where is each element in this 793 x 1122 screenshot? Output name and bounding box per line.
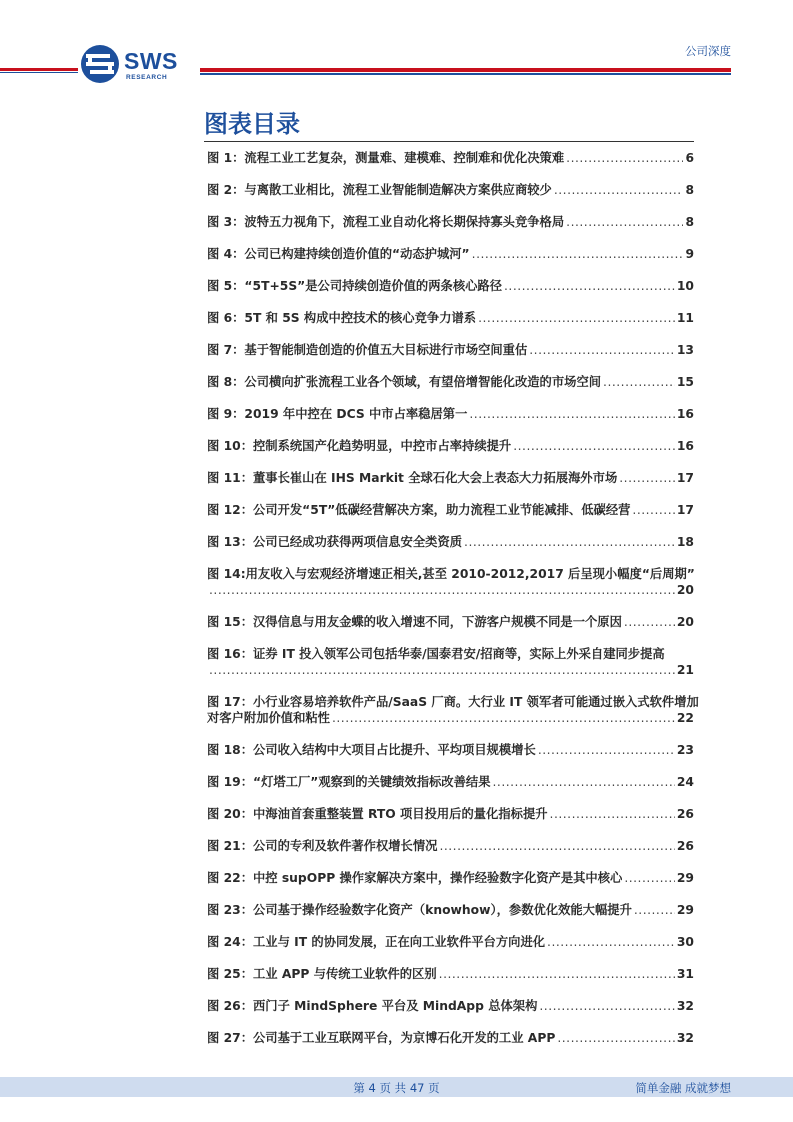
toc-dot-leader: [439, 966, 675, 982]
toc-dot-leader: [566, 214, 683, 230]
sws-logo: [80, 44, 190, 84]
toc-entry[interactable]: [207, 150, 694, 166]
toc-entry-line: [207, 374, 694, 390]
toc-entry-title: 图 6：5T 和 5S 构成中控技术的核心竞争力谱系: [207, 311, 477, 325]
toc-page-number: 20: [676, 615, 694, 629]
toc-entry-line: [207, 902, 694, 918]
toc-entry-line: [207, 838, 694, 854]
toc-entry[interactable]: [207, 438, 694, 454]
toc-page-number: 29: [676, 871, 694, 885]
toc-page-number: 32: [676, 1031, 694, 1045]
toc-entry[interactable]: [207, 934, 694, 950]
toc-entry-line: [207, 870, 694, 886]
toc-entry-title: 图 27：公司基于工业互联网平台，为京博石化开发的工业 APP: [207, 1031, 556, 1045]
toc-entry[interactable]: [207, 566, 694, 598]
toc-entry[interactable]: [207, 470, 694, 486]
toc-page-number: 13: [676, 343, 694, 357]
toc-page-number: 26: [676, 839, 694, 853]
toc-entry[interactable]: [207, 806, 694, 822]
logo-subtext: RESEARCH: [126, 74, 168, 81]
toc-entry-line: [207, 662, 694, 678]
toc-entry[interactable]: [207, 182, 694, 198]
toc-entry-title: 图 19：“灯塔工厂”观察到的关键绩效指标改善结果: [207, 775, 491, 789]
toc-page-number: 17: [676, 471, 694, 485]
toc-entry[interactable]: [207, 534, 694, 550]
toc-entry-title: 对客户附加价值和粘性: [207, 711, 330, 725]
toc-dot-leader: [209, 662, 675, 678]
toc-dot-leader: [557, 1030, 675, 1046]
toc-entry-line: [207, 278, 694, 294]
footer-slogan: 简单金融 成就梦想: [635, 1081, 731, 1095]
toc-entry-title: 图 10：控制系统国产化趋势明显，中控市占率持续提升: [207, 439, 512, 453]
toc-entry-line: [207, 150, 694, 166]
toc-entry-title: 图 9：2019 年中控在 DCS 中市占率稳居第一: [207, 407, 468, 421]
toc-entry[interactable]: [207, 742, 694, 758]
toc-entry-title: 图 4：公司已构建持续创造价值的“动态护城河”: [207, 247, 470, 261]
toc-dot-leader: [539, 998, 674, 1014]
toc-page-number: 6: [685, 151, 694, 165]
toc-entry[interactable]: [207, 374, 694, 390]
toc-entry-line: [207, 470, 694, 486]
toc-page-number: 31: [676, 967, 694, 981]
toc-entry-line: [207, 614, 694, 630]
toc-dot-leader: [504, 278, 675, 294]
toc-dot-leader: [464, 534, 675, 550]
toc-dot-leader: [478, 310, 675, 326]
toc-page-number: 8: [685, 215, 694, 229]
toc-entry-title: 图 15：汉得信息与用友金蝶的收入增速不同，下游客户规模不同是一个原因: [207, 615, 622, 629]
logo-wordmark: SWS: [124, 48, 178, 74]
toc-entry[interactable]: [207, 902, 694, 918]
toc-entry[interactable]: [207, 310, 694, 326]
toc-entry-line: [207, 646, 694, 662]
toc-entry[interactable]: [207, 646, 694, 678]
toc-entry[interactable]: [207, 694, 699, 726]
toc-page-number: 16: [676, 439, 694, 453]
toc-page-number: 17: [676, 503, 694, 517]
toc-dot-leader: [472, 246, 684, 262]
header-rule-blue-left: [0, 72, 78, 73]
toc-dot-leader: [566, 150, 683, 166]
section-title: 图表目录: [204, 110, 300, 138]
toc-entry-line: [207, 534, 694, 550]
toc-entry-line: [207, 1030, 694, 1046]
toc-entry-line: [207, 310, 694, 326]
toc-entry-line: [207, 566, 694, 582]
toc-entry-title: 图 26：西门子 MindSphere 平台及 MindApp 总体架构: [207, 999, 538, 1013]
toc-entry-title: 图 21：公司的专利及软件著作权增长情况: [207, 839, 438, 853]
toc-entry-title: 图 1：流程工业工艺复杂，测量难、建模难、控制难和优化决策难: [207, 151, 565, 165]
toc-page-number: 32: [676, 999, 694, 1013]
toc-entry[interactable]: [207, 966, 694, 982]
toc-dot-leader: [624, 614, 675, 630]
toc-entry-title: 图 7：基于智能制造创造的价值五大目标进行市场空间重估: [207, 343, 528, 357]
toc-entry-line: [207, 742, 694, 758]
toc-dot-leader: [493, 774, 675, 790]
toc-entry-line: [207, 934, 694, 950]
toc-dot-leader: [554, 182, 684, 198]
toc-entry-line: [207, 710, 694, 726]
toc-entry-title: 图 14:用友收入与宏观经济增速正相关,甚至 2010-2012,2017 后呈现小幅度“后周期”: [207, 567, 695, 581]
toc-entry-title: 图 3：波特五力视角下，流程工业自动化将长期保持寡头竞争格局: [207, 215, 565, 229]
toc-entry-title: 图 5：“5T+5S”是公司持续创造价值的两条核心路径: [207, 279, 503, 293]
toc-page-number: 16: [676, 407, 694, 421]
toc-entry[interactable]: [207, 1030, 694, 1046]
toc-entry-line: [207, 806, 694, 822]
toc-entry[interactable]: [207, 342, 694, 358]
toc-page-number: 9: [685, 247, 694, 261]
toc-entry-line: [207, 438, 694, 454]
toc-entry-title: 图 20：中海油首套重整装置 RTO 项目投用后的量化指标提升: [207, 807, 548, 821]
toc-entry[interactable]: [207, 838, 694, 854]
toc-page-number: 11: [676, 311, 694, 325]
toc-page-number: 20: [676, 583, 694, 597]
toc-dot-leader: [632, 502, 674, 518]
toc-entry-line: [207, 502, 694, 518]
toc-dot-leader: [439, 838, 674, 854]
toc-entry[interactable]: [207, 614, 694, 630]
toc-dot-leader: [603, 374, 675, 390]
toc-entry[interactable]: [207, 406, 694, 422]
toc-entry[interactable]: [207, 774, 694, 790]
toc-entry-title: 图 17：小行业容易培养软件产品/SaaS 厂商。大行业 IT 领军者可能通过嵌入式软件增加: [207, 695, 699, 709]
toc-entry-line: [207, 182, 694, 198]
toc-dot-leader: [624, 870, 675, 886]
toc-page-number: 10: [676, 279, 694, 293]
toc-page-number: 30: [676, 935, 694, 949]
table-of-figures: [207, 150, 699, 1062]
toc-page-number: 26: [676, 807, 694, 821]
toc-dot-leader: [513, 438, 675, 454]
toc-page-number: 24: [676, 775, 694, 789]
header-rule-blue: [200, 73, 731, 75]
toc-entry[interactable]: [207, 246, 694, 262]
toc-entry-line: [207, 998, 694, 1014]
toc-entry-line: [207, 246, 694, 262]
toc-entry-title: 图 2：与离散工业相比，流程工业智能制造解决方案供应商较少: [207, 183, 552, 197]
toc-entry-line: [207, 774, 694, 790]
toc-dot-leader: [209, 582, 675, 598]
toc-entry-title: 图 22：中控 supOPP 操作家解决方案中，操作经验数字化资产是其中核心: [207, 871, 623, 885]
section-title-rule: [204, 141, 694, 142]
toc-entry[interactable]: [207, 278, 694, 294]
toc-dot-leader: [538, 742, 675, 758]
toc-entry-line: [207, 582, 694, 598]
toc-entry-title: 图 12：公司开发“5T”低碳经营解决方案，助力流程工业节能减排、低碳经营: [207, 503, 631, 517]
toc-entry[interactable]: [207, 998, 694, 1014]
toc-entry[interactable]: [207, 870, 694, 886]
document-type-label: 公司深度: [685, 44, 731, 58]
toc-page-number: 22: [676, 711, 694, 725]
toc-dot-leader: [619, 470, 675, 486]
toc-entry-title: 图 24：工业与 IT 的协同发展，正在向工业软件平台方向进化: [207, 935, 546, 949]
toc-page-number: 18: [676, 535, 694, 549]
toc-dot-leader: [547, 934, 675, 950]
toc-entry-title: 图 8：公司横向扩张流程工业各个领域，有望倍增智能化改造的市场空间: [207, 375, 602, 389]
toc-entry[interactable]: [207, 502, 694, 518]
toc-dot-leader: [634, 902, 675, 918]
toc-entry-line: [207, 214, 694, 230]
toc-page-number: 21: [676, 663, 694, 677]
toc-page-number: 23: [676, 743, 694, 757]
toc-entry-title: 图 16：证券 IT 投入领军公司包括华泰/国泰君安/招商等，实际上外采自建同步提高: [207, 647, 665, 661]
toc-page-number: 15: [676, 375, 694, 389]
header-rule-red-left: [0, 68, 78, 71]
toc-entry-title: 图 23：公司基于操作经验数字化资产（knowhow），参数优化效能大幅提升: [207, 903, 632, 917]
toc-entry-title: 图 13：公司已经成功获得两项信息安全类资质: [207, 535, 463, 549]
toc-entry-line: [207, 406, 694, 422]
toc-entry-line: [207, 694, 699, 710]
toc-entry[interactable]: [207, 214, 694, 230]
footer-page-info: 第 4 页 共 47 页: [353, 1081, 440, 1095]
toc-page-number: 29: [676, 903, 694, 917]
toc-entry-line: [207, 342, 694, 358]
toc-entry-title: 图 11：董事长崔山在 IHS Markit 全球石化大会上表态大力拓展海外市场: [207, 471, 618, 485]
toc-dot-leader: [529, 342, 675, 358]
toc-dot-leader: [469, 406, 674, 422]
toc-entry-title: 图 18：公司收入结构中大项目占比提升、平均项目规模增长: [207, 743, 536, 757]
toc-entry-title: 图 25：工业 APP 与传统工业软件的区别: [207, 967, 437, 981]
toc-dot-leader: [550, 806, 675, 822]
toc-page-number: 8: [685, 183, 694, 197]
toc-entry-line: [207, 966, 694, 982]
toc-dot-leader: [332, 710, 675, 726]
sws-logo-mark-icon: [80, 44, 120, 84]
header-rule-red: [200, 68, 731, 72]
